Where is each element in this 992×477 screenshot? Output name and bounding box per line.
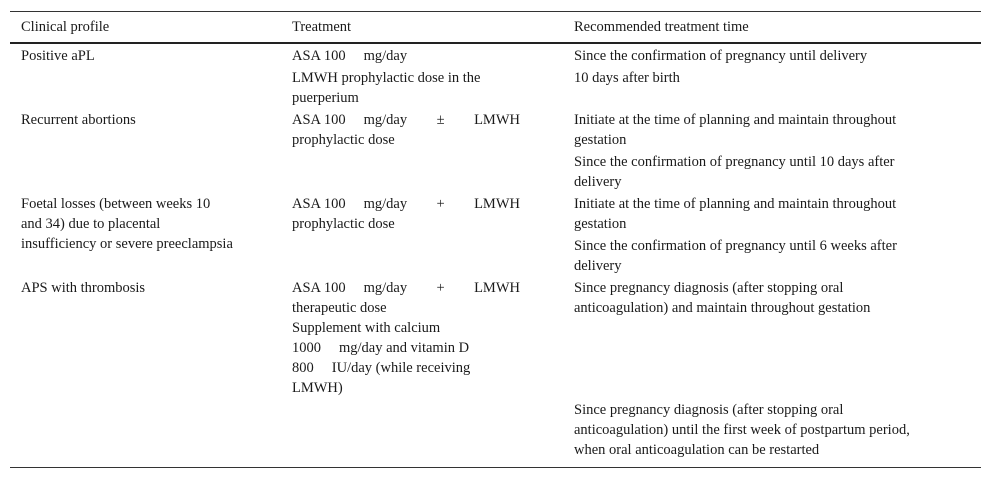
row2-time-1: Initiate at the time of planning and maintain throughout gestation [574,112,897,148]
row2-time-2: Since the confirmation of pregnancy until 10 days after delivery [574,154,895,190]
row4-profile: APS with thrombosis [21,280,146,296]
header-treatment: Treatment [292,19,352,35]
row4-time-1: Since pregnancy diagnosis (after stopping oral anticoagulation) and maintain throughout gestation [574,280,871,316]
row1-time-2: 10 days after birth [574,70,680,86]
row2-treatment: ASA 100 mg/day ± LMWH prophylactic dose [292,112,520,148]
row3-time-1: Initiate at the time of planning and maintain throughout gestation [574,196,897,232]
treatment-table [10,11,981,468]
row4-treatment-anticoag: ASA 100 mg/day + LMWH therapeutic dose [292,280,520,316]
row1-time-1: Since the confirmation of pregnancy until delivery [574,48,868,64]
row3-time-2: Since the confirmation of pregnancy until 6 weeks after delivery [574,238,897,274]
row1-profile: Positive aPL [21,48,95,64]
row1-treatment-lmwh: LMWH prophylactic dose in the puerperium [292,70,481,106]
header-clinical-profile: Clinical profile [21,19,110,35]
row3-treatment: ASA 100 mg/day + LMWH prophylactic dose [292,196,520,232]
row3-profile: Foetal losses (between weeks 10 and 34) due to placental insufficiency or severe preeclampsia [21,196,233,252]
row4-time-2: Since pregnancy diagnosis (after stopping oral anticoagulation) until the first week of postpartum period, when oral anticoagulation can be restarted [574,402,910,458]
row4-treatment-supplement: Supplement with calcium 1000 mg/day and vitamin D 800 IU/day (while receiving LMWH) [292,320,471,396]
header-recommended-time: Recommended treatment time [574,19,749,35]
row2-profile: Recurrent abortions [21,112,136,128]
row1-treatment-asa: ASA 100 mg/day [292,48,408,64]
table-header-row [10,12,981,44]
